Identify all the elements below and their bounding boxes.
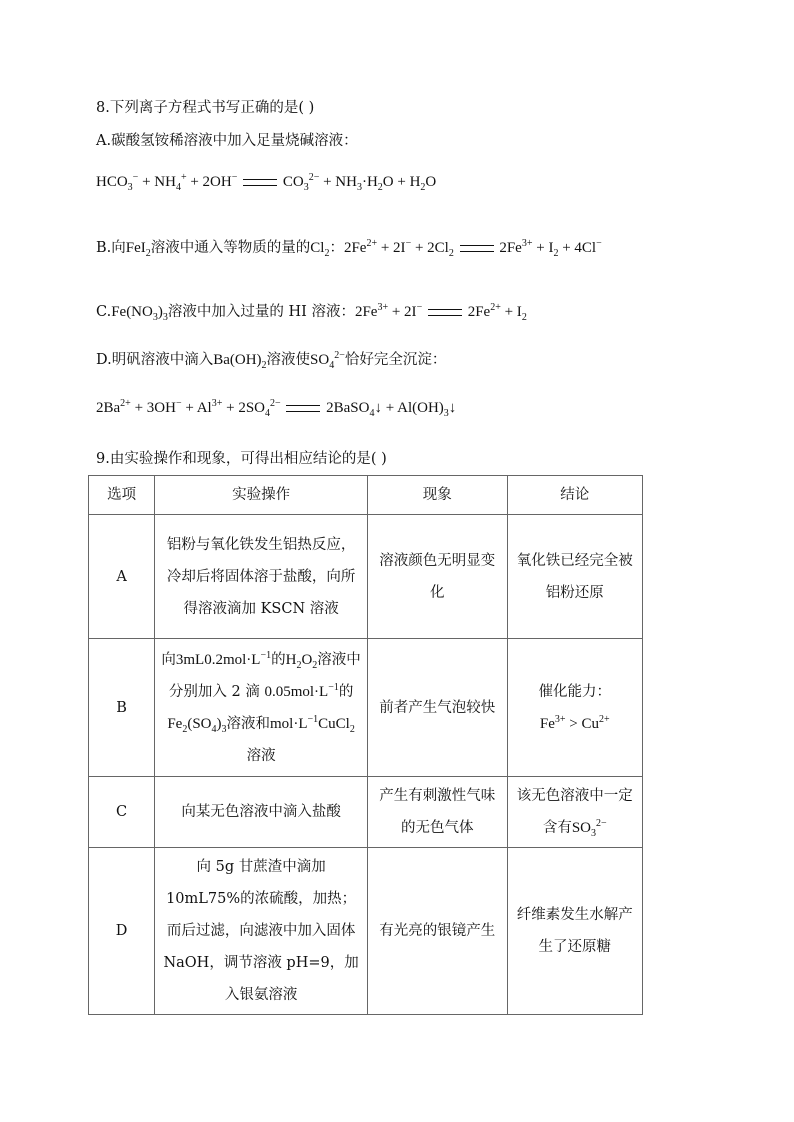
row-b-option: B	[89, 639, 155, 777]
row-c-phenomenon: 产生有刺激性气味的无色气体	[368, 777, 508, 848]
row-c-operation: 向某无色溶液中滴入盐酸	[155, 777, 368, 848]
q8-c-prefix: C.	[96, 304, 112, 320]
row-b-operation: 向$3mL0.2mol\cdot L^{-1}$的$H_2O_2$溶液中分别加入 2 滴 $0.05mol\cdot L^{-1}$的$Fe_2(SO_4)_3$溶液和$mol\cdot L^{-1}CuCl_2$溶液	[155, 639, 368, 777]
table-row	[89, 777, 643, 848]
q8-b-prefix: B.向	[96, 240, 126, 256]
row-c-conclusion: 该无色溶液中一定含有$SO_3^{2-}$	[507, 777, 642, 848]
header-operation: 实验操作	[155, 476, 368, 515]
q8-option-d-equation: $2Ba^{2+} + 3OH^- + Al^{3+} + 2SO_4^{2-}$ 2BaSO$_4$↓ + $Al(OH)_3↓$	[96, 398, 457, 419]
row-a-conclusion: 氧化铁已经完全被铝粉还原	[507, 515, 642, 639]
q9-title: 9.由实验操作和现象，可得出相应结论的是( )	[96, 451, 387, 467]
table-row	[89, 848, 643, 1015]
table-row	[89, 515, 643, 639]
q8-b-mid: 溶液中通入等物质的量的	[150, 240, 311, 256]
row-a-phenomenon: 溶液颜色无明显变化	[368, 515, 508, 639]
header-phenomenon: 现象	[368, 476, 508, 515]
q8-title: 8.下列离子方程式书写正确的是( )	[96, 100, 315, 116]
table-row	[89, 639, 643, 777]
q8-d-mid: 溶液使	[266, 352, 311, 368]
table-header-row	[89, 476, 643, 515]
row-d-operation: 向 5g 甘蔗渣中滴加 10mL75%的浓硫酸，加热；而后过滤，向滤液中加入固体 NaOH，调节溶液 pH=9，加入银氨溶液	[155, 848, 368, 1015]
q8-option-a-label: A.碳酸氢铵稀溶液中加入足量烧碱溶液：	[96, 133, 358, 149]
row-d-option: D	[89, 848, 155, 1015]
header-conclusion: 结论	[507, 476, 642, 515]
row-a-operation: 铝粉与氧化铁发生铝热反应，冷却后将固体溶于盐酸，向所得溶液滴加 KSCN 溶液	[155, 515, 368, 639]
q8-d-suffix: 恰好完全沉淀：	[344, 352, 447, 368]
q8-option-a-equation: $HCO_3^- + NH_4^+ + 2OH^-$ $CO_3^{2-} + NH_3\cdot H_2O + H_2O$	[96, 172, 437, 193]
row-a-option: A	[89, 515, 155, 639]
row-b-conclusion: 催化能力： $Fe^{3+} > Cu^{2+}$	[507, 639, 642, 777]
row-c-option: C	[89, 777, 155, 848]
q8-option-c: $C.Fe(NO_3)_3$溶液中加入过量的 HI 溶液：$2Fe^{3+} + 2I^-$ $2Fe^{2+} + I_2$	[96, 302, 527, 323]
q8-option-d: D.明矾溶液中滴入$Ba(OH)_2$溶液使$SO_4^{2-}$恰好完全沉淀：	[96, 350, 447, 371]
row-b-phenomenon: 前者产生气泡较快	[368, 639, 508, 777]
q8-option-b: B.向FeI$_2$溶液中通入等物质的量的$Cl_2$：$2Fe^{2+} + 2I^- + 2Cl_2$ $2Fe^{3+} + I_2 + 4Cl^-$	[96, 238, 602, 259]
row-d-phenomenon: 有光亮的银镜产生	[368, 848, 508, 1015]
q9-table	[88, 475, 643, 1015]
header-option: 选项	[89, 476, 155, 515]
q8-c-mid: 溶液中加入过量的 HI 溶液：	[167, 304, 355, 320]
row-d-conclusion: 纤维素发生水解产生了还原糖	[507, 848, 642, 1015]
q8-d-prefix: D.明矾溶液中滴入	[96, 352, 214, 368]
